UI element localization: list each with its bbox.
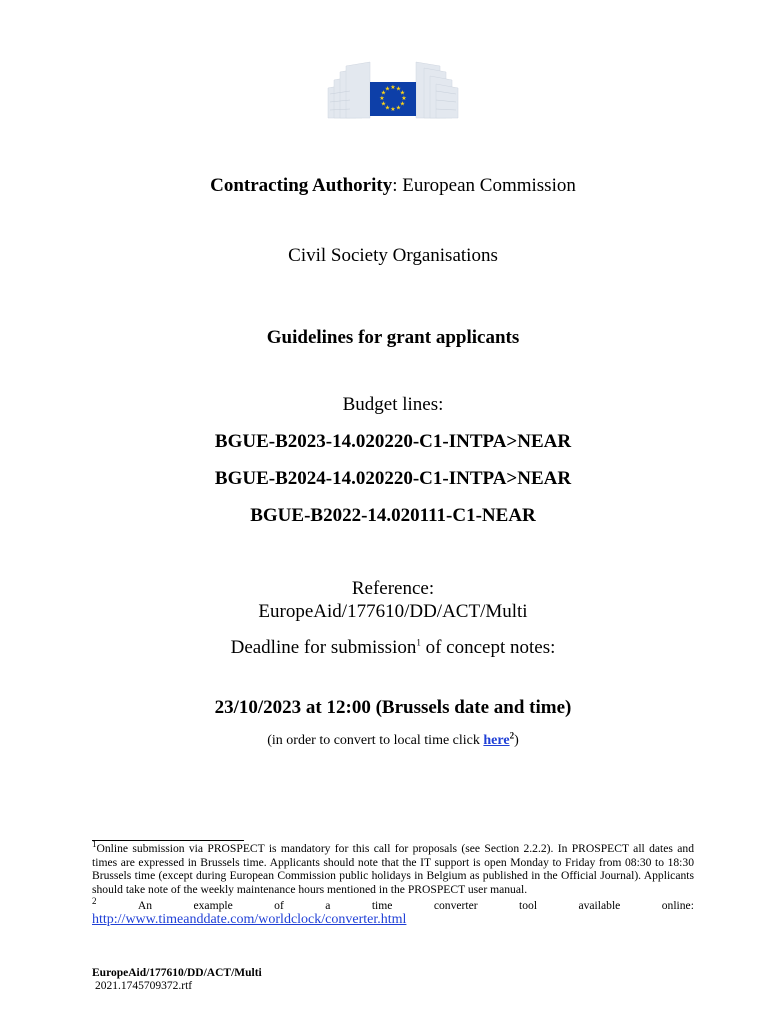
reference-label: Reference: bbox=[351, 578, 435, 599]
footnote-1: $^1$Online submission via PROSPECT is mandatory for this call for proposals (see Section 2.2.2). In PROSPECT all dates and times are expressed in Brussels time. Applicants should note that the IT support is open Monday to Friday from 08:30 to 18:30 Brussels time (except during European Commission public holidays in Belgium as published in the Official Journal). Applicants should take note of the weekly maintenance hours mentioned in the PROSPECT user manual. bbox=[92, 839, 694, 896]
european-commission-logo-icon bbox=[326, 60, 460, 120]
budget-line: BGUE-B2023-14.020220-C1-INTPA>NEAR bbox=[214, 431, 572, 452]
budget-line: BGUE-B2022-14.020111-C1-NEAR bbox=[250, 505, 536, 526]
contracting-authority-line bbox=[0, 175, 768, 197]
reference-value: EuropeAid/177610/DD/ACT/Multi bbox=[258, 601, 528, 622]
svg-text:★: ★ bbox=[401, 95, 407, 102]
budget-lines-label: Budget lines: bbox=[342, 394, 444, 415]
svg-text:★: ★ bbox=[384, 85, 391, 93]
svg-text:★: ★ bbox=[395, 104, 402, 112]
footnote-2: $^2$ An example of a time converter tool available online: http://www.timeanddate.com/worldclock/converter.html bbox=[92, 896, 694, 927]
svg-text:★: ★ bbox=[390, 84, 396, 91]
footer-reference: EuropeAid/177610/DD/ACT/Multi bbox=[92, 967, 262, 979]
contracting-authority-value: : European Commission bbox=[392, 175, 576, 196]
contracting-authority-label: Contracting Authority bbox=[210, 175, 393, 196]
time-conversion-note: (in order to convert to local time click here$^2$) bbox=[267, 730, 519, 748]
svg-text:★: ★ bbox=[390, 106, 396, 113]
programme-title: Civil Society Organisations bbox=[288, 245, 498, 266]
document-title: Guidelines for grant applicants bbox=[266, 327, 520, 348]
here-link[interactable]: here bbox=[483, 733, 510, 748]
svg-text:★: ★ bbox=[384, 104, 391, 112]
svg-text:★: ★ bbox=[399, 100, 406, 108]
footnotes bbox=[92, 839, 694, 927]
footer-file: 2021.1745709372.rtf bbox=[95, 980, 193, 992]
svg-text:★: ★ bbox=[395, 85, 402, 93]
svg-text:★: ★ bbox=[379, 95, 385, 102]
deadline-label: Deadline for submission$^1$ of concept notes: bbox=[230, 637, 556, 658]
deadline-value: 23/10/2023 at 12:00 (Brussels date and time) bbox=[214, 697, 572, 718]
footnote-separator bbox=[92, 840, 244, 841]
footnote-ref-1: 1 bbox=[416, 637, 421, 648]
svg-text:★: ★ bbox=[380, 100, 387, 108]
time-converter-link[interactable]: http://www.timeanddate.com/worldclock/converter.html bbox=[92, 911, 407, 927]
budget-line: BGUE-B2024-14.020220-C1-INTPA>NEAR bbox=[214, 468, 572, 489]
svg-text:★: ★ bbox=[380, 89, 387, 97]
footnote-ref-2: 2 bbox=[509, 730, 515, 741]
svg-text:★: ★ bbox=[399, 89, 406, 97]
